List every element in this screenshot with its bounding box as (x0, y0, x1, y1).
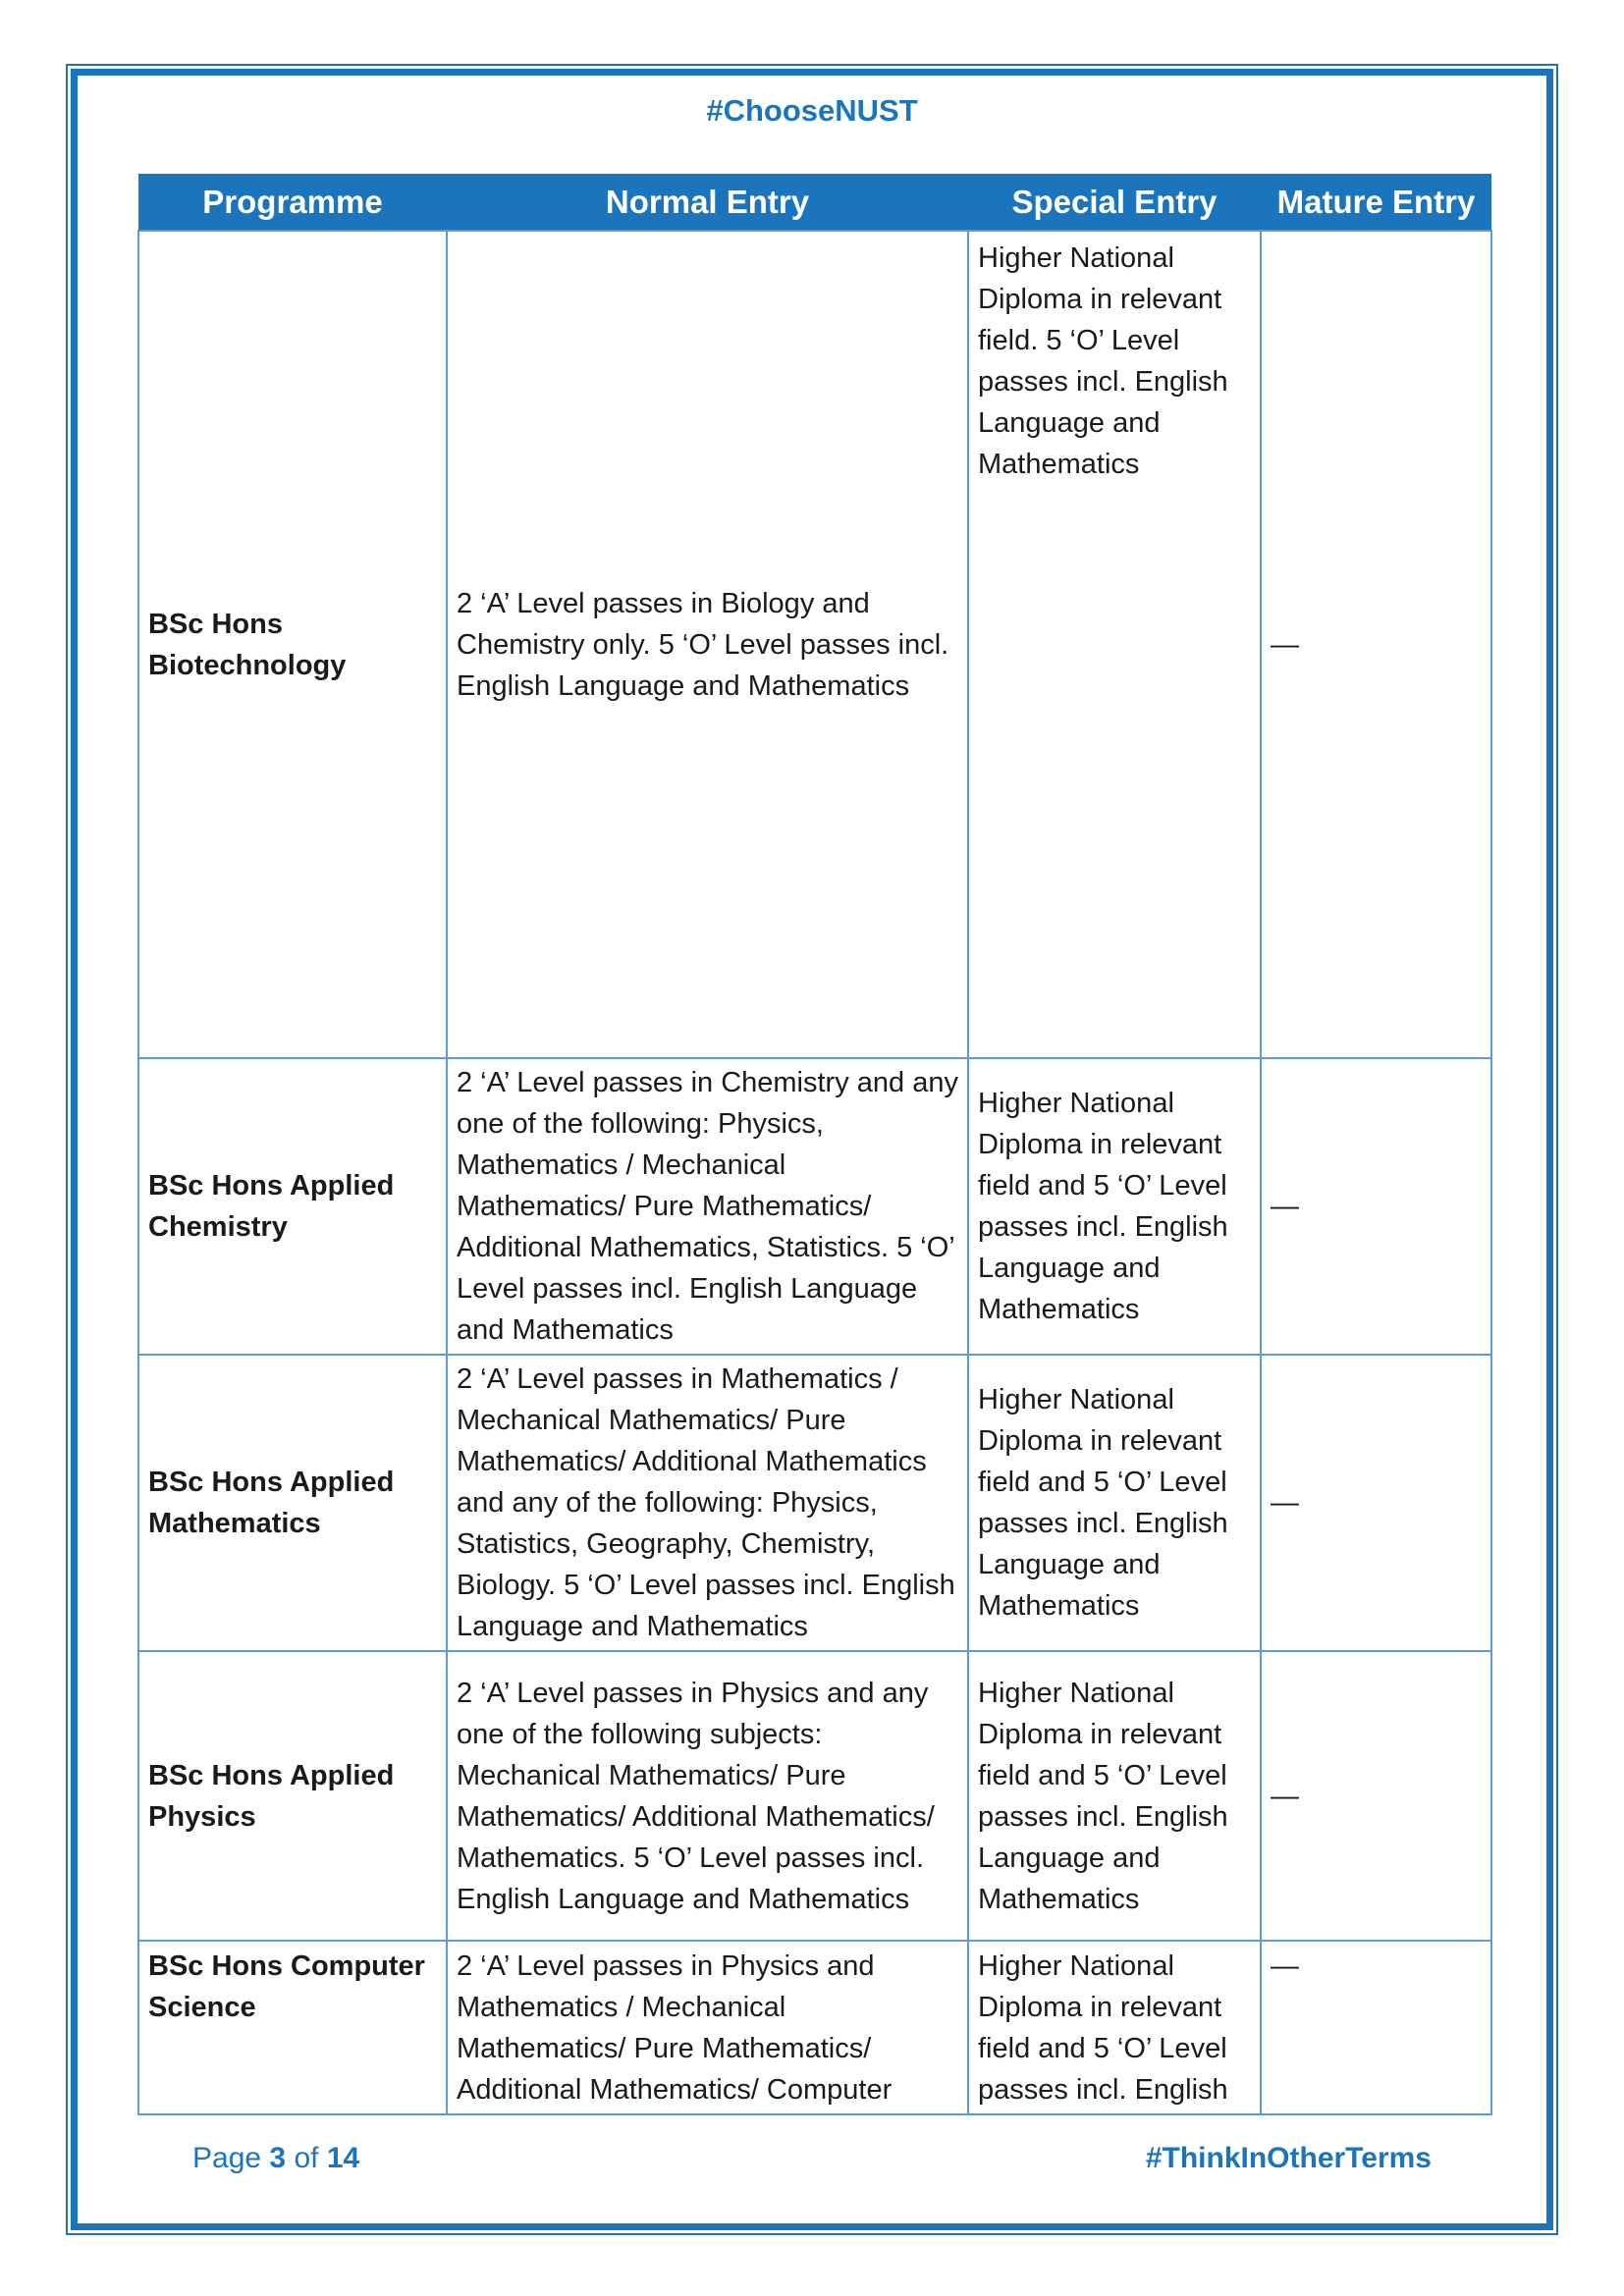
page-total-value: 14 (326, 2142, 360, 2174)
table-header-row (138, 174, 1491, 231)
normal-entry-cell: 2 ‘A’ Level passes in Physics and Mathematics / Mechanical Mathematics/ Pure Mathematics/ Additional Mathematics/ Computer (447, 1941, 968, 2114)
special-entry-cell: Higher National Diploma in relevant field and 5 ‘O’ Level passes incl. English (968, 1941, 1261, 2114)
page-number (192, 2142, 359, 2175)
col-header-mature-entry: Mature Entry (1261, 174, 1491, 231)
programme-cell: BSc Hons Applied Chemistry (138, 1058, 447, 1355)
mature-entry-cell: — (1261, 1058, 1491, 1355)
normal-entry-cell: 2 ‘A’ Level passes in Physics and any one of the following subjects: Mechanical Mathematics/ Pure Mathematics/ Additional Mathematics/ Mathematics. 5 ‘O’ Level passes incl. English Language and Mathematics (447, 1651, 968, 1941)
page-number-value: 3 (269, 2142, 287, 2174)
table-row-applied-chemistry (138, 1058, 1491, 1355)
programmes-table (137, 174, 1492, 2115)
normal-entry-cell: 2 ‘A’ Level passes in Chemistry and any one of the following: Physics, Mathematics / Mechanical Mathematics/ Pure Mathematics/ Additional Mathematics, Statistics. 5 ‘O’ Level passes incl. English Language and Mathematics (447, 1058, 968, 1355)
table-row-applied-mathematics (138, 1355, 1491, 1651)
document-title: #ChooseNUST (706, 93, 918, 128)
col-header-programme: Programme (138, 174, 447, 231)
special-entry-cell: Higher National Diploma in relevant field and 5 ‘O’ Level passes incl. English Language and Mathematics (968, 1651, 1261, 1941)
page-label: Page (192, 2142, 262, 2174)
programme-cell: BSc Hons Applied Mathematics (138, 1355, 447, 1651)
table-row-biotechnology (138, 231, 1491, 1058)
table-row-applied-physics (138, 1651, 1491, 1941)
col-header-special-entry: Special Entry (968, 174, 1261, 231)
special-entry-cell: Higher National Diploma in relevant field and 5 ‘O’ Level passes incl. English Language and Mathematics (968, 1355, 1261, 1651)
page-footer (192, 2142, 1432, 2175)
normal-entry-cell: 2 ‘A’ Level passes in Mathematics / Mechanical Mathematics/ Pure Mathematics/ Additional Mathematics and any of the following: Physics, Statistics, Geography, Chemistry, Biology. 5 ‘O’ Level passes incl. English Language and Mathematics (447, 1355, 968, 1651)
of-label: of (294, 2142, 319, 2174)
special-entry-cell: Higher National Diploma in relevant field. 5 ‘O’ Level passes incl. English Language and Mathematics (968, 231, 1261, 1058)
programme-cell: BSc Hons Applied Physics (138, 1651, 447, 1941)
table-row-computer-science (138, 1941, 1491, 2114)
normal-entry-cell: 2 ‘A’ Level passes in Biology and Chemistry only. 5 ‘O’ Level passes incl. English Language and Mathematics (447, 231, 968, 1058)
footer-hashtag: #ThinkInOtherTerms (1145, 2142, 1432, 2174)
programme-cell: BSc Hons Biotechnology (138, 231, 447, 1058)
mature-entry-cell: — (1261, 231, 1491, 1058)
programme-cell: BSc Hons Computer Science (138, 1941, 447, 2114)
col-header-normal-entry: Normal Entry (447, 174, 968, 231)
mature-entry-cell: — (1261, 1651, 1491, 1941)
mature-entry-cell: — (1261, 1941, 1491, 2114)
special-entry-cell: Higher National Diploma in relevant field and 5 ‘O’ Level passes incl. English Language and Mathematics (968, 1058, 1261, 1355)
mature-entry-cell: — (1261, 1355, 1491, 1651)
